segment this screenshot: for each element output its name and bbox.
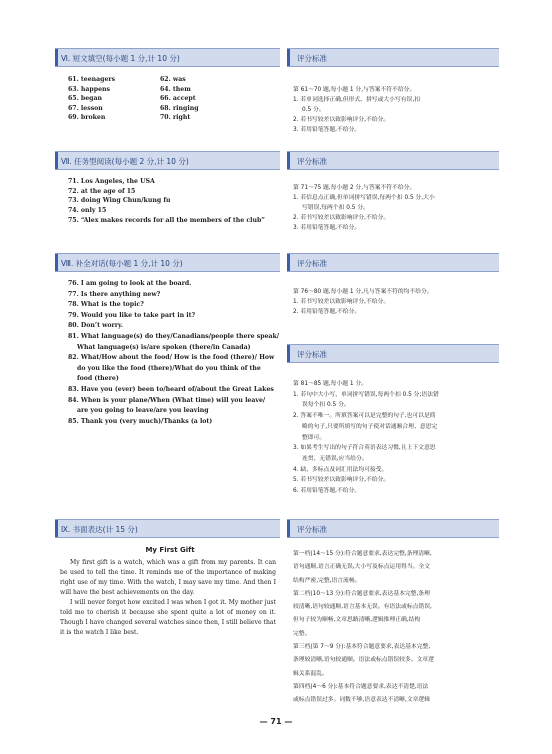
rubric-7-text <box>293 183 498 233</box>
rubric-line: 语句通顺,语言正确无误,大小写及标点运用得当。全文 <box>293 564 431 571</box>
answer-81-cont: What language(s) is/are spoken (there/in Canada) <box>77 343 251 351</box>
rubric-line: 1. 若单词选择正确,但形式、拼写或大小写有误,扣 <box>293 97 420 103</box>
header-accent-bar <box>55 49 58 66</box>
rubric-line: 第一档(14～15 分):符合题意要求,表达完整,条理清晰, <box>293 551 432 557</box>
header-accent-bar <box>287 520 290 537</box>
section-6-answers <box>68 75 252 123</box>
rubric-line: 误每个扣 0.5 分。 <box>302 402 350 409</box>
rubric-line: 条理较清晰,语句较通顺。语法或标点错误较多。文章逻 <box>293 657 434 664</box>
rubric-line: 0.5 分。 <box>302 107 325 113</box>
answer-84-cont: are you going to leave/are you leaving <box>77 407 209 415</box>
rubric-line: 5. 若书写较差以致影响评分,不给分。 <box>293 477 390 484</box>
rubric-line: 3. 若用铅笔答题,不给分。 <box>293 127 361 133</box>
rubric-line: 结构严密,完整,语言流畅。 <box>293 577 361 584</box>
section-6-header <box>55 48 280 67</box>
rubric-line: 2. 若书写较差以致影响评分,不给分。 <box>293 215 390 221</box>
header-accent-bar <box>287 254 290 271</box>
rubric-line: 第四档(4～6 分):基本符合题意要求,表达不清楚,语法 <box>293 683 429 690</box>
answer-66: 66. accept <box>160 95 196 102</box>
header-accent-bar <box>287 345 290 362</box>
rubric-8b-text <box>293 379 498 497</box>
rubric-6-text <box>293 85 498 135</box>
section-8-header <box>55 253 280 272</box>
rubric-line: 第三档(第 7～9 分):基本符合题意要求,表达基本完整, <box>293 644 431 651</box>
answer-72: 72. at the age of 15 <box>68 187 136 195</box>
rubric-line: 第 61～70 题,每小题 1 分,与答案不符不给分。 <box>293 87 416 93</box>
answer-78: 78. What is the topic? <box>68 301 144 309</box>
rubric-line: 较清晰,语句较通顺,语言基本无误。有语法或标点错误, <box>293 604 432 611</box>
answer-82-cont: do you like the food (there)/What do you think of the <box>77 364 261 372</box>
answer-row <box>68 75 252 85</box>
rubric-line: 3. 如果考生写出的句子符合英语表达习惯,且上下文意思 <box>293 445 436 452</box>
header-accent-bar <box>55 152 58 169</box>
essay-paragraph-2: I will never forget how excited I was when I got it. My mother just told me to cherish it because she spent quite a lot of money on it. Though I have changed several watches since then, I still believe that it is the watch I like best. <box>60 599 276 636</box>
rubric-line: 1. 若信息点正确,但单词拼写错误,每两个扣 0.5 分,大小 <box>293 195 435 201</box>
rubric-line: 第 81～85 题,每小题 1 分。 <box>293 381 368 387</box>
answer-69: 69. broken <box>68 114 106 121</box>
rubric-8a-title: 评分标准 <box>297 259 327 268</box>
answer-63: 63. happens <box>68 85 110 93</box>
rubric-line: 略的句子,只要所填写的句子使对话通顺合理、意思完 <box>302 423 438 430</box>
answer-75: 75. “Alex makes records for all the members of the club” <box>68 216 265 224</box>
answer-84: 84. When is your plane/When (What time) will you leave/ <box>68 396 266 404</box>
rubric-line: 第二档(10～13 分):符合题意要求,表达基本完整,条理 <box>293 590 430 597</box>
rubric-9-text <box>293 548 498 708</box>
rubric-line: 6. 若用铅笔答题,不给分。 <box>293 488 361 495</box>
rubric-line: 或标点错误过多。词数不够,语意表达不清晰,文章逻辑 <box>293 697 431 704</box>
rubric-7-header <box>287 151 499 170</box>
rubric-line: 连贯、无错误,应当给分。 <box>302 455 368 462</box>
rubric-9-header <box>287 519 499 538</box>
answer-83: 83. Have you (ever) been to/heard of/about the Great Lakes <box>68 385 274 393</box>
section-8-answers <box>68 279 280 427</box>
rubric-7-title: 评分标准 <box>297 157 327 166</box>
rubric-line: 2. 若用铅笔答题,不给分。 <box>293 309 361 315</box>
rubric-line: 4. 缺、多标点及词汇用法均可接受。 <box>293 466 388 473</box>
answer-62: 62. was <box>160 76 186 83</box>
rubric-line: 2. 若书写较差以致影响评分,不给分。 <box>293 117 390 123</box>
rubric-line: 1. 若书写较差以致影响评分,不给分。 <box>293 299 390 305</box>
answer-row <box>68 94 252 104</box>
answer-73: 73. doing Wing Chun/kung fu <box>68 197 171 205</box>
answer-71: 71. Los Angeles, the USA <box>68 178 155 185</box>
rubric-line: 写错误,每两个扣 0.5 分。 <box>302 205 369 211</box>
answer-80: 80. Don’t worry. <box>68 322 124 330</box>
rubric-line: 2. 答案不唯一。所填答案可以是完整的句子,也可以是简 <box>293 413 436 420</box>
answer-row <box>68 104 252 114</box>
answer-82-cont: food (there) <box>77 375 119 383</box>
rubric-line: 但句子较为顺畅,文章思路清晰,逻辑推理正确,结构 <box>293 617 421 624</box>
answer-76: 76. I am going to look at the board. <box>68 280 192 287</box>
answer-64: 64. them <box>160 85 191 93</box>
header-accent-bar <box>287 49 290 66</box>
answer-82: 82. What/How about the food/ How is the food (there)/ How <box>68 354 275 362</box>
rubric-line: 完整。 <box>293 630 311 637</box>
answer-79: 79. Would you like to take part in it? <box>68 311 196 319</box>
section-7-header <box>55 151 280 170</box>
rubric-9-title: 评分标准 <box>297 525 327 534</box>
rubric-6-header <box>287 48 499 67</box>
section-8-title: Ⅷ. 补全对话(每小题 1 分,计 10 分) <box>61 259 183 268</box>
essay-title: My First Gift <box>145 546 195 554</box>
rubric-6-title: 评分标准 <box>297 54 327 63</box>
header-accent-bar <box>55 254 58 271</box>
rubric-line: 第 76～80 题,每小题 1 分,凡与答案不符的均不给分。 <box>293 289 433 295</box>
answer-77: 77. Is there anything new? <box>68 290 161 298</box>
answer-row <box>68 113 252 123</box>
rubric-8a-text <box>293 287 498 317</box>
answer-85: 85. Thank you (very much)/Thanks (a lot) <box>68 417 213 425</box>
essay-paragraph-1: My first gift is a watch, which was a gift from my parents. It can be used to tell the time. It reminds me of the importance of making right use of my time. With the watch, I may save my time. And then I will have the best achievements on the day. <box>60 559 276 596</box>
rubric-line: 整即可。 <box>302 434 326 441</box>
answer-81: 81. What language(s) do they/Canadians/people there speak/ <box>68 332 280 340</box>
rubric-line: 第 71～75 题,每小题 2 分,与答案不符不给分。 <box>293 185 416 191</box>
essay-body <box>60 558 276 638</box>
rubric-8b-header <box>287 344 499 363</box>
rubric-line: 辑关系混乱。 <box>293 670 328 677</box>
answer-61: 61. teenagers <box>68 76 116 83</box>
section-6-title: Ⅵ. 短文填空(每小题 1 分,计 10 分) <box>61 54 180 63</box>
answer-74: 74. only 15 <box>68 207 107 215</box>
rubric-8b-title: 评分标准 <box>297 350 327 359</box>
answer-row <box>68 85 252 95</box>
rubric-line: 3. 若用铅笔答题,不给分。 <box>293 225 361 231</box>
answer-70: 70. right <box>160 114 191 121</box>
rubric-line: 1. 若句中大小写、单词拼写错误,每两个扣 0.5 分;语法错 <box>293 391 439 398</box>
section-7-title: Ⅶ. 任务型阅读(每小题 2 分,计 10 分) <box>61 157 189 166</box>
answer-65: 65. began <box>68 95 103 102</box>
answer-67: 67. lesson <box>68 104 103 112</box>
header-accent-bar <box>287 152 290 169</box>
header-accent-bar <box>55 520 58 537</box>
section-7-answers <box>68 177 278 226</box>
page-number: — 71 — <box>259 717 293 726</box>
rubric-8a-header <box>287 253 499 272</box>
section-9-header <box>55 519 280 538</box>
section-9-title: Ⅸ. 书面表达(计 15 分) <box>61 525 138 534</box>
answer-68: 68. ringing <box>160 104 199 112</box>
